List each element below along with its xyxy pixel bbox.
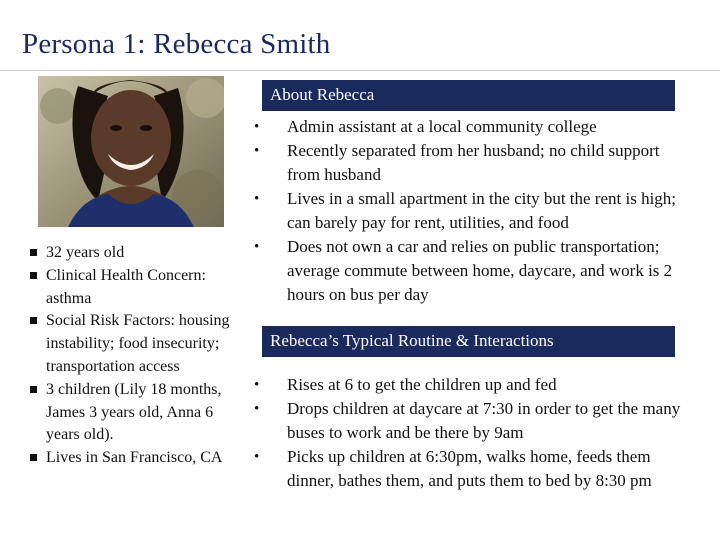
persona-facts-list	[28, 242, 243, 470]
about-item: • Does not own a car and relies on public transportation; average commute between home, daycare, and work is 2 hours on bus per day	[254, 235, 694, 307]
persona-photo	[38, 76, 224, 227]
routine-item: • Drops children at daycare at 7:30 in order to get the many buses to work and be there by 9am	[254, 397, 694, 445]
about-list	[254, 115, 694, 307]
fact-children: 3 children (Lily 18 months, James 3 years old, Anna 6 years old).	[28, 379, 243, 447]
fact-social-risk: Social Risk Factors: housing instability; food insecurity; transportation access	[28, 310, 243, 378]
fact-health-concern: Clinical Health Concern: asthma	[28, 265, 243, 311]
fact-age: 32 years old	[28, 242, 243, 265]
title-divider	[0, 70, 720, 71]
routine-header: Rebecca’s Typical Routine & Interactions	[262, 326, 675, 357]
about-item: • Admin assistant at a local community college	[254, 115, 694, 139]
about-header: About Rebecca	[262, 80, 675, 111]
routine-item: • Rises at 6 to get the children up and fed	[254, 373, 694, 397]
routine-item: • Picks up children at 6:30pm, walks home, feeds them dinner, bathes them, and puts them to bed by 8:30 pm	[254, 445, 694, 493]
about-item: • Recently separated from her husband; no child support from husband	[254, 139, 694, 187]
page-title: Persona 1: Rebecca Smith	[22, 28, 331, 60]
fact-location: Lives in San Francisco, CA	[28, 447, 243, 470]
persona-photo-illustration	[38, 76, 224, 227]
routine-list	[254, 373, 694, 493]
about-item: • Lives in a small apartment in the city but the rent is high; can barely pay for rent, utilities, and food	[254, 187, 694, 235]
